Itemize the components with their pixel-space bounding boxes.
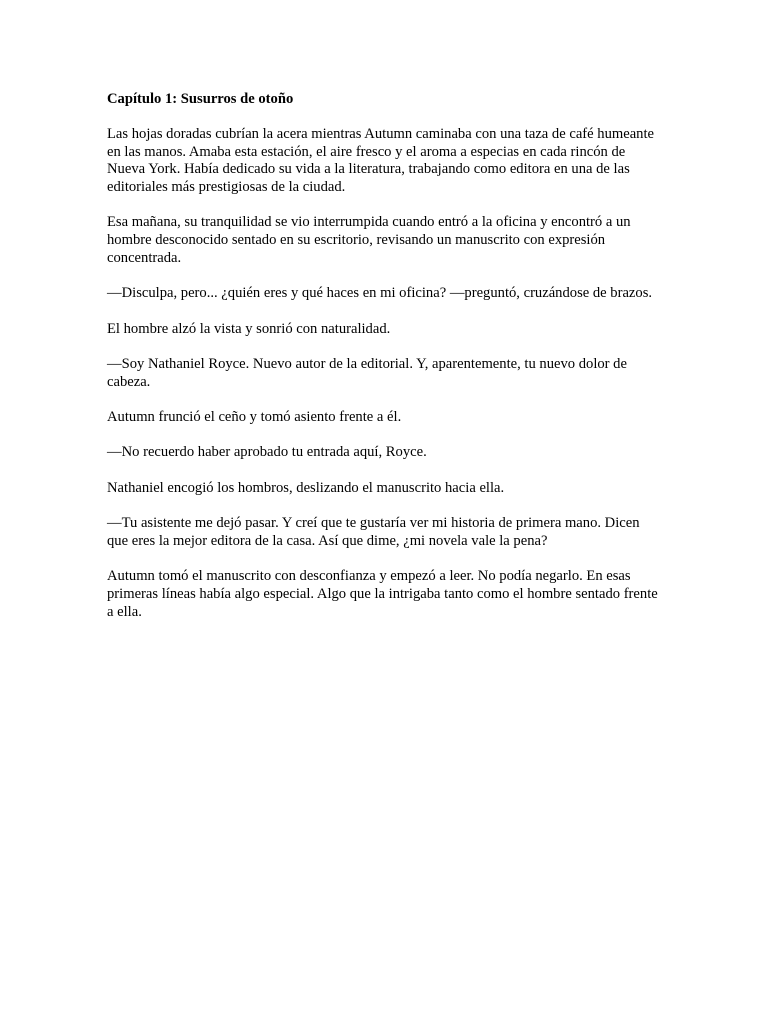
paragraph: —No recuerdo haber aprobado tu entrada aquí, Royce. (107, 444, 427, 461)
paragraph: Nathaniel encogió los hombros, deslizando el manuscrito hacia ella. (107, 479, 505, 496)
chapter-title: Capítulo 1: Susurros de otoño (107, 91, 294, 107)
paragraph: Autumn frunció el ceño y tomó asiento frente a él. (107, 409, 402, 426)
paragraph: Autumn tomó el manuscrito con desconfianza y empezó a leer. No podía negarlo. En esas primeras líneas había algo especial. Algo que la intrigaba tanto como el hombre sentado frente a ella. (107, 568, 658, 620)
paragraph: Esa mañana, su tranquilidad se vio interrumpida cuando entró a la oficina y encontró a un hombre desconocido sentado en su escritorio, revisando un manuscrito con expresión concentrada. (107, 214, 631, 267)
document-body (107, 91, 663, 639)
paragraph: —Soy Nathaniel Royce. Nuevo autor de la editorial. Y, aparentemente, tu nuevo dolor de cabeza. (107, 355, 627, 390)
paragraph: —Disculpa, pero... ¿quién eres y qué haces en mi oficina? —preguntó, cruzándose de brazos. (107, 285, 653, 302)
paragraph: —Tu asistente me dejó pasar. Y creí que te gustaría ver mi historia de primera mano. Dicen que eres la mejor editora de la casa. Así que dime, ¿mi novela vale la pena? (107, 514, 640, 549)
paragraph: El hombre alzó la vista y sonrió con naturalidad. (107, 320, 391, 337)
paragraph: Las hojas doradas cubrían la acera mientras Autumn caminaba con una taza de café humeante en las manos. Amaba esta estación, el aire fresco y el aroma a especias en cada rincón de Nueva York. Había dedicado su vida a la literatura, trabajando como editora en una de las editoriales más prestigiosas de la ciudad. (107, 125, 655, 196)
